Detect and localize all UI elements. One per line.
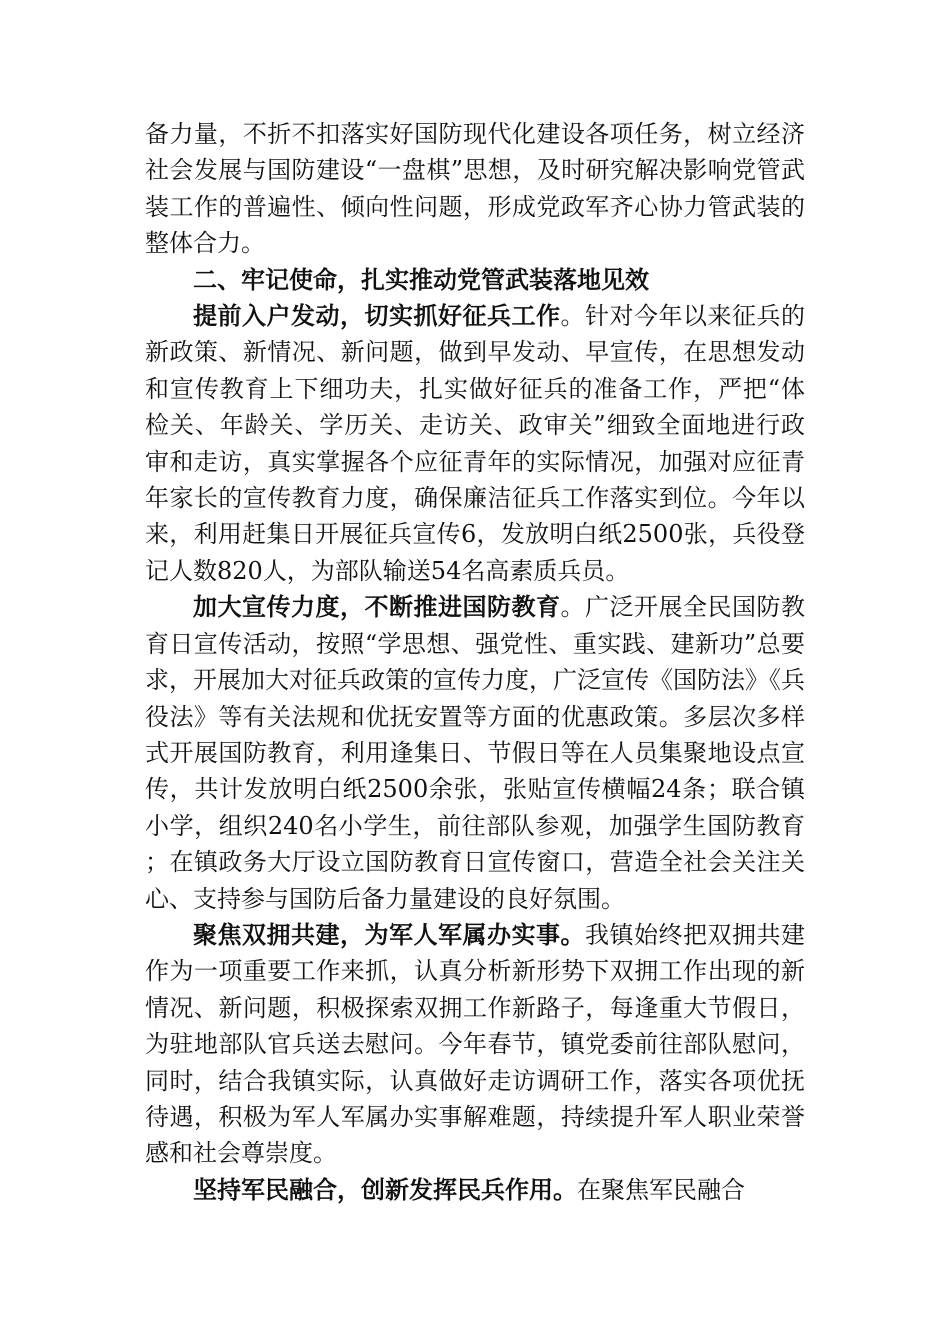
item-defense-education-lead: 加大宣传力度，不断推进国防教育 <box>193 593 561 622</box>
item-defense-education-body: 。广泛开展全民国防教育日宣传活动，按照“学思想、强党性、重实践、建新功”总要求，开展加大对征兵政策的宣传力度，广泛宣传《国防法》《兵役法》等有关法规和优抚安置等方面的优惠政策。多层次多样式开展国防教育，利用逢集日、节假日等在人员集聚地设点宣传，共计发放明白纸2500余张，张贴宣传横幅24条；联合镇小学，组织240名小学生，前往部队参观，加强学生国防教育；在镇政务大厅设立国防教育日宣传窗口，营造全社会关注关心、支持参与国防后备力量建设的良好氛围。 <box>145 593 805 913</box>
document-body <box>145 116 805 1208</box>
section-heading <box>145 262 805 298</box>
item-civil-military <box>145 1172 805 1208</box>
section-heading-text: 二、牢记使命，扎实推动党管武装落地见效 <box>193 265 649 294</box>
item-double-support-lead: 聚焦双拥共建，为军人军属办实事。 <box>193 920 585 949</box>
paragraph-intro <box>145 116 805 262</box>
item-conscription-body: 。针对今年以来征兵的新政策、新情况、新问题，做到早发动、早宣传，在思想发动和宣传教育上下细功夫，扎实做好征兵的准备工作，严把“体检关、年龄关、学历关、走访关、政审关”细致全面地进行政审和走访，真实掌握各个应征青年的实际情况，加强对应征青年家长的宣传教育力度，确保廉洁征兵工作落实到位。今年以来，利用赶集日开展征兵宣传6，发放明白纸2500张，兵役登记人数820人，为部队输送54名高素质兵员。 <box>145 302 805 585</box>
item-defense-education <box>145 589 805 917</box>
item-conscription <box>145 298 805 589</box>
item-conscription-lead: 提前入户发动，切实抓好征兵工作 <box>193 302 561 331</box>
item-civil-military-lead: 坚持军民融合，创新发挥民兵作用。 <box>193 1175 577 1204</box>
item-double-support-body: 我镇始终把双拥共建作为一项重要工作来抓，认真分析新形势下双拥工作出现的新情况、新问题，积极探索双拥工作新路子，每逢重大节假日，为驻地部队官兵送去慰问。今年春节，镇党委前往部队慰问，同时，结合我镇实际，认真做好走访调研工作，落实各项优抚待遇，积极为军人军属办实事解难题，持续提升军人职业荣誉感和社会尊崇度。 <box>145 920 805 1168</box>
item-civil-military-body: 在聚焦军民融合 <box>577 1175 745 1204</box>
item-double-support <box>145 917 805 1172</box>
paragraph-intro-text: 备力量，不折不扣落实好国防现代化建设各项任务，树立经济社会发展与国防建设“一盘棋”思想，及时研究解决影响党管武装工作的普遍性、倾向性问题，形成党政军齐心协力管武装的整体合力。 <box>145 120 805 258</box>
